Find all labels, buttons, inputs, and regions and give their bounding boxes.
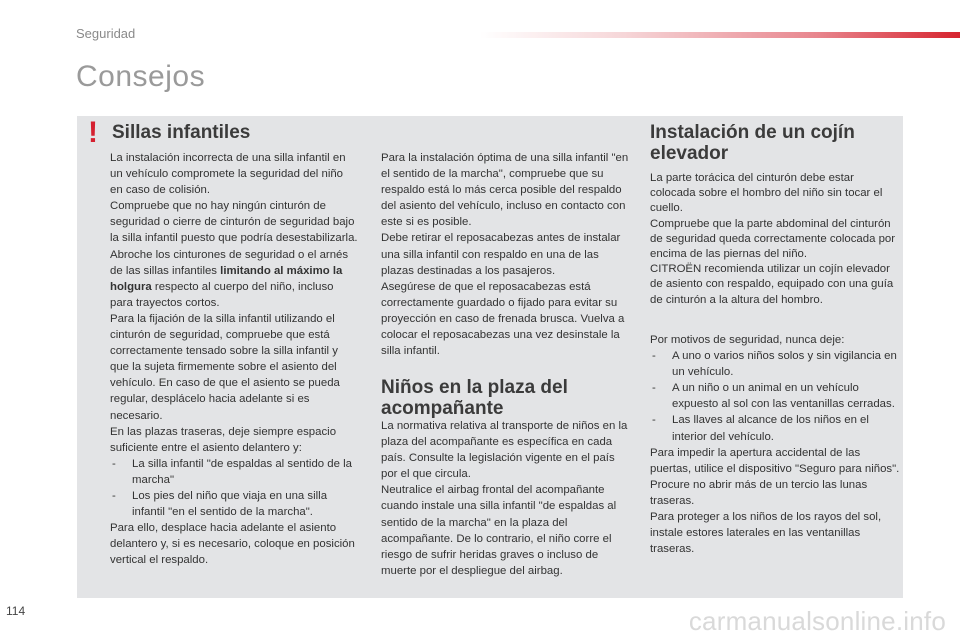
page-number: 114 [6,604,26,618]
paragraph: Para la instalación óptima de una silla infantil "en el sentido de la marcha", compruebe que su respaldo está lo más cerca posible del respaldo del asiento del vehículo, incluso en contacto con este si es posible. [381,152,629,229]
paragraph: La parte torácica del cinturón debe estar colocada sobre el hombro del niño sin tocar el cuello. [650,172,883,215]
column-1-text [110,150,358,568]
paragraph: Para ello, desplace hacia adelante el asiento delantero y, si es necesario, coloque en posición vertical el respaldo. [110,522,355,567]
list-item: - A un niño o un animal en un vehículo expuesto al sol con las ventanillas cerradas. [650,380,900,412]
text-span: respecto al cuerpo del niño, incluso para trayectos cortos. [110,280,334,309]
column-3-text [650,171,900,308]
paragraph: Compruebe que no hay ningún cinturón de seguridad o cierre de cinturón de seguridad bajo la silla infantil puesto que podría desestabilizarla. [110,200,358,245]
page-title: Consejos [76,60,206,93]
text-span: Abroche los cinturones de seguridad o el arnés de las sillas infantiles [110,248,349,277]
paragraph: Procure no abrir más de un tercio las lunas traseras. [650,478,868,507]
heading-cojin-elevador: Instalación de un cojín elevador [650,122,855,164]
bullet-list [110,456,358,520]
list-item: - A uno o varios niños solos y sin vigilancia en un vehículo. [650,348,900,380]
paragraph: Debe retirar el reposacabezas antes de instalar una silla infantil con respaldo en una de las plazas destinadas a los pasajeros. [381,232,621,277]
column-3-text-lower [650,332,900,557]
watermark-text: carmanualsonline.info [688,606,946,636]
heading-sillas-infantiles: Sillas infantiles [112,122,251,143]
header-accent-bar [480,32,960,38]
paragraph: La normativa relativa al transporte de niños en la plaza del acompañante es específica en cada país. Consulte la legislación vigente en el país por el que circula. [381,420,628,481]
paragraph: Compruebe que la parte abdominal del cinturón de seguridad queda correctamente colocada por encima de las piernas del niño. [650,217,896,261]
paragraph: Asegúrese de que el reposacabezas está correctamente guardado o fijado para evitar su proyección en caso de frenada brusca. Vuelva a colocar el reposacabezas una vez desinstale la silla infantil. [381,280,625,358]
paragraph: En las plazas traseras, deje siempre espacio suficiente entre el asiento delantero y: [110,425,337,454]
column-2-text [381,150,631,359]
paragraph: Para impedir la apertura accidental de las puertas, utilice el dispositivo "Seguro para niños". [650,446,900,475]
list-item: - Los pies del niño que viaja en una silla infantil "en el sentido de la marcha". [110,488,358,520]
list-item: - La silla infantil "de espaldas al sentido de la marcha" [110,456,358,488]
heading-ninos-plaza-acompanante: Niños en la plaza del acompañante [381,377,568,419]
bold-text: limitando al máximo la holgura [110,264,343,293]
warning-icon: ! [88,116,98,149]
paragraph: CITROËN recomienda utilizar un cojín elevador de asiento con respaldo, equipado con una guía de cinturón a la altura del hombro. [650,263,894,306]
column-2-text-lower [381,418,631,579]
paragraph: Para proteger a los niños de los rayos del sol, instale estores laterales en las ventanillas traseras. [650,511,882,556]
paragraph [110,247,358,311]
section-label: Seguridad [76,26,136,41]
paragraph: Por motivos de seguridad, nunca deje: [650,334,845,346]
list-item: - Las llaves al alcance de los niños en el interior del vehículo. [650,412,900,444]
bullet-list [650,348,900,445]
paragraph: Para la fijación de la silla infantil utilizando el cinturón de seguridad, compruebe que está correctamente tensado sobre la silla infantil y que la sujeta firmemente sobre el asiento del vehículo. En caso de que el asiento se pueda regular, desplácelo hacia adelante si es necesario. [110,312,340,422]
paragraph: Neutralice el airbag frontal del acompañante cuando instale una silla infantil "de espaldas al sentido de la marcha" en la plaza del acompañante. De lo contrario, el niño corre el riesgo de sufrir heridas graves o incluso de muerte por el despliegue del airbag. [381,484,617,577]
paragraph: La instalación incorrecta de una silla infantil en un vehículo compromete la seguridad del niño en caso de colisión. [110,152,346,197]
